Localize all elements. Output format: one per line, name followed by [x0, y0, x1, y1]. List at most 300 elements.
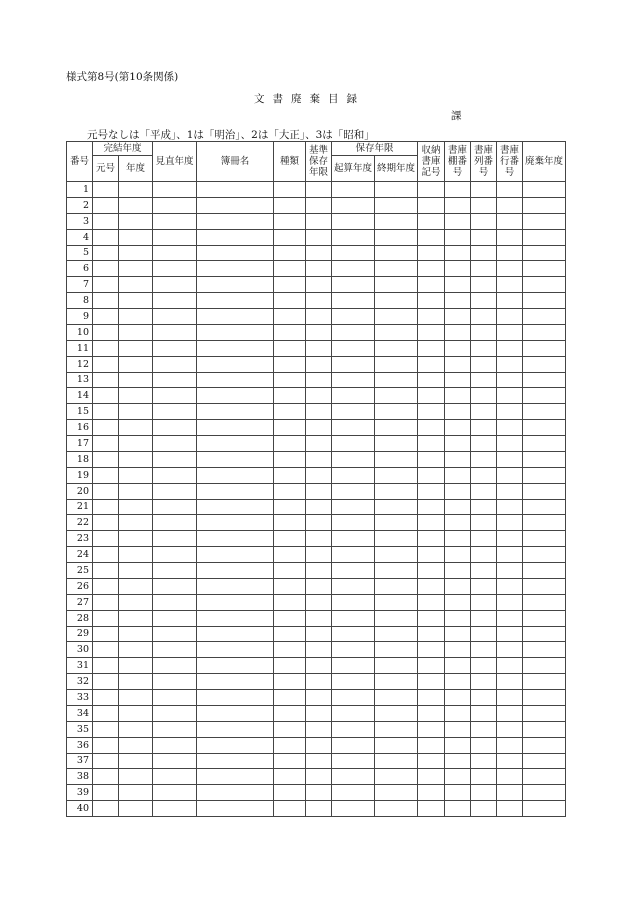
start-year-cell [332, 229, 375, 245]
start-year-cell [332, 626, 375, 642]
start-year-cell [332, 293, 375, 309]
review-year-cell [153, 420, 197, 436]
standard-retention-cell [306, 388, 332, 404]
shelf-number-cell [445, 261, 471, 277]
register-name-cell [197, 499, 274, 515]
row-number: 35 [67, 721, 93, 737]
era-cell [93, 293, 119, 309]
review-year-cell [153, 293, 197, 309]
end-year-cell [375, 388, 418, 404]
year-cell [119, 626, 153, 642]
type-cell [274, 261, 306, 277]
header-disposal-year: 廃棄年度 [523, 142, 566, 182]
start-year-cell [332, 769, 375, 785]
review-year-cell [153, 753, 197, 769]
line-number-cell [497, 531, 523, 547]
table-row [67, 769, 566, 785]
row-number-cell [471, 705, 497, 721]
shelf-number-cell [445, 404, 471, 420]
line-number-cell [497, 293, 523, 309]
start-year-cell [332, 483, 375, 499]
end-year-cell [375, 531, 418, 547]
row-number: 4 [67, 229, 93, 245]
disposal-year-cell [523, 515, 566, 531]
shelf-number-cell [445, 515, 471, 531]
era-cell [93, 261, 119, 277]
table-row [67, 531, 566, 547]
start-year-cell [332, 277, 375, 293]
end-year-cell [375, 610, 418, 626]
start-year-cell [332, 563, 375, 579]
year-cell [119, 690, 153, 706]
line-number-cell [497, 658, 523, 674]
year-cell [119, 499, 153, 515]
storage-code-cell [418, 515, 445, 531]
start-year-cell [332, 261, 375, 277]
register-name-cell [197, 356, 274, 372]
storage-code-cell [418, 769, 445, 785]
start-year-cell [332, 372, 375, 388]
start-year-cell [332, 515, 375, 531]
year-cell [119, 610, 153, 626]
register-name-cell [197, 737, 274, 753]
storage-code-cell [418, 547, 445, 563]
end-year-cell [375, 436, 418, 452]
year-cell [119, 309, 153, 325]
disposal-year-cell [523, 737, 566, 753]
start-year-cell [332, 182, 375, 198]
end-year-cell [375, 420, 418, 436]
end-year-cell [375, 594, 418, 610]
storage-code-cell [418, 182, 445, 198]
storage-code-cell [418, 309, 445, 325]
review-year-cell [153, 182, 197, 198]
table-row [67, 261, 566, 277]
table-row [67, 658, 566, 674]
storage-code-cell [418, 324, 445, 340]
register-name-cell [197, 769, 274, 785]
end-year-cell [375, 499, 418, 515]
standard-retention-cell [306, 785, 332, 801]
year-cell [119, 388, 153, 404]
review-year-cell [153, 594, 197, 610]
end-year-cell [375, 547, 418, 563]
start-year-cell [332, 674, 375, 690]
row-number-cell [471, 451, 497, 467]
standard-retention-cell [306, 309, 332, 325]
disposal-year-cell [523, 213, 566, 229]
review-year-cell [153, 642, 197, 658]
disposal-year-cell [523, 578, 566, 594]
type-cell [274, 182, 306, 198]
row-number-cell [471, 388, 497, 404]
review-year-cell [153, 801, 197, 817]
table-row [67, 420, 566, 436]
standard-retention-cell [306, 547, 332, 563]
storage-code-cell [418, 451, 445, 467]
row-number: 27 [67, 594, 93, 610]
row-number: 30 [67, 642, 93, 658]
start-year-cell [332, 705, 375, 721]
storage-code-cell [418, 674, 445, 690]
start-year-cell [332, 309, 375, 325]
storage-code-cell [418, 483, 445, 499]
line-number-cell [497, 420, 523, 436]
row-number-cell [471, 309, 497, 325]
row-number: 40 [67, 801, 93, 817]
row-number-cell [471, 594, 497, 610]
type-cell [274, 642, 306, 658]
storage-code-cell [418, 436, 445, 452]
end-year-cell [375, 721, 418, 737]
era-note: 元号なしは「平成」、1は「明治」、2は「大正」、3は「昭和」 [87, 129, 375, 141]
line-number-cell [497, 721, 523, 737]
table-row [67, 309, 566, 325]
row-number: 12 [67, 356, 93, 372]
type-cell [274, 753, 306, 769]
shelf-number-cell [445, 436, 471, 452]
review-year-cell [153, 451, 197, 467]
storage-code-cell [418, 531, 445, 547]
register-name-cell [197, 293, 274, 309]
row-number: 38 [67, 769, 93, 785]
disposal-year-cell [523, 229, 566, 245]
line-number-cell [497, 182, 523, 198]
disposal-year-cell [523, 769, 566, 785]
register-name-cell [197, 197, 274, 213]
disposal-year-cell [523, 563, 566, 579]
table-row [67, 213, 566, 229]
era-cell [93, 309, 119, 325]
storage-code-cell [418, 499, 445, 515]
storage-code-cell [418, 356, 445, 372]
standard-retention-cell [306, 372, 332, 388]
review-year-cell [153, 578, 197, 594]
header-start-year: 起算年度 [332, 156, 375, 182]
start-year-cell [332, 245, 375, 261]
standard-retention-cell [306, 642, 332, 658]
end-year-cell [375, 658, 418, 674]
standard-retention-cell [306, 769, 332, 785]
type-cell [274, 340, 306, 356]
row-number: 26 [67, 578, 93, 594]
table-row [67, 229, 566, 245]
table-row [67, 642, 566, 658]
end-year-cell [375, 197, 418, 213]
shelf-number-cell [445, 324, 471, 340]
type-cell [274, 769, 306, 785]
register-name-cell [197, 705, 274, 721]
table-row [67, 340, 566, 356]
start-year-cell [332, 785, 375, 801]
storage-code-cell [418, 690, 445, 706]
disposal-year-cell [523, 547, 566, 563]
row-number: 8 [67, 293, 93, 309]
type-cell [274, 594, 306, 610]
storage-code-cell [418, 404, 445, 420]
header-retention-period: 保存年限 [332, 142, 418, 156]
shelf-number-cell [445, 420, 471, 436]
row-number-cell [471, 785, 497, 801]
review-year-cell [153, 674, 197, 690]
row-number-cell [471, 531, 497, 547]
review-year-cell [153, 388, 197, 404]
year-cell [119, 737, 153, 753]
department-label: 課 [451, 110, 462, 122]
shelf-number-cell [445, 690, 471, 706]
table-row [67, 610, 566, 626]
row-number: 17 [67, 436, 93, 452]
year-cell [119, 753, 153, 769]
type-cell [274, 563, 306, 579]
shelf-number-cell [445, 801, 471, 817]
standard-retention-cell [306, 690, 332, 706]
row-number-cell [471, 324, 497, 340]
line-number-cell [497, 324, 523, 340]
standard-retention-cell [306, 531, 332, 547]
header-type: 種類 [274, 142, 306, 182]
row-number: 39 [67, 785, 93, 801]
shelf-number-cell [445, 483, 471, 499]
storage-code-cell [418, 388, 445, 404]
type-cell [274, 531, 306, 547]
start-year-cell [332, 642, 375, 658]
standard-retention-cell [306, 721, 332, 737]
start-year-cell [332, 737, 375, 753]
type-cell [274, 388, 306, 404]
era-cell [93, 182, 119, 198]
disposal-year-cell [523, 261, 566, 277]
register-name-cell [197, 261, 274, 277]
row-number-cell [471, 356, 497, 372]
standard-retention-cell [306, 213, 332, 229]
type-cell [274, 404, 306, 420]
row-number: 14 [67, 388, 93, 404]
review-year-cell [153, 340, 197, 356]
row-number: 31 [67, 658, 93, 674]
table-row [67, 277, 566, 293]
standard-retention-cell [306, 197, 332, 213]
era-cell [93, 372, 119, 388]
start-year-cell [332, 213, 375, 229]
standard-retention-cell [306, 451, 332, 467]
review-year-cell [153, 563, 197, 579]
header-storage-code: 収納書庫記号 [418, 142, 445, 182]
era-cell [93, 721, 119, 737]
era-cell [93, 340, 119, 356]
year-cell [119, 293, 153, 309]
register-name-cell [197, 483, 274, 499]
type-cell [274, 229, 306, 245]
line-number-cell [497, 769, 523, 785]
era-cell [93, 531, 119, 547]
start-year-cell [332, 467, 375, 483]
register-name-cell [197, 229, 274, 245]
row-number: 15 [67, 404, 93, 420]
line-number-cell [497, 261, 523, 277]
header-line-number: 書庫行番号 [497, 142, 523, 182]
row-number: 29 [67, 626, 93, 642]
era-cell [93, 197, 119, 213]
standard-retention-cell [306, 674, 332, 690]
disposal-year-cell [523, 531, 566, 547]
year-cell [119, 483, 153, 499]
era-cell [93, 705, 119, 721]
storage-code-cell [418, 658, 445, 674]
review-year-cell [153, 705, 197, 721]
storage-code-cell [418, 801, 445, 817]
line-number-cell [497, 356, 523, 372]
line-number-cell [497, 753, 523, 769]
line-number-cell [497, 801, 523, 817]
row-number-cell [471, 626, 497, 642]
review-year-cell [153, 515, 197, 531]
type-cell [274, 578, 306, 594]
era-cell [93, 499, 119, 515]
start-year-cell [332, 388, 375, 404]
end-year-cell [375, 229, 418, 245]
type-cell [274, 245, 306, 261]
era-cell [93, 547, 119, 563]
start-year-cell [332, 594, 375, 610]
year-cell [119, 451, 153, 467]
type-cell [274, 277, 306, 293]
review-year-cell [153, 229, 197, 245]
standard-retention-cell [306, 324, 332, 340]
table-row [67, 674, 566, 690]
register-name-cell [197, 753, 274, 769]
row-number-cell [471, 674, 497, 690]
storage-code-cell [418, 610, 445, 626]
header-end-year: 終期年度 [375, 156, 418, 182]
end-year-cell [375, 737, 418, 753]
storage-code-cell [418, 737, 445, 753]
review-year-cell [153, 547, 197, 563]
end-year-cell [375, 785, 418, 801]
start-year-cell [332, 721, 375, 737]
review-year-cell [153, 197, 197, 213]
register-name-cell [197, 642, 274, 658]
register-name-cell [197, 182, 274, 198]
storage-code-cell [418, 642, 445, 658]
line-number-cell [497, 309, 523, 325]
storage-code-cell [418, 420, 445, 436]
end-year-cell [375, 769, 418, 785]
standard-retention-cell [306, 182, 332, 198]
storage-code-cell [418, 753, 445, 769]
line-number-cell [497, 674, 523, 690]
register-name-cell [197, 721, 274, 737]
row-number: 7 [67, 277, 93, 293]
year-cell [119, 578, 153, 594]
year-cell [119, 674, 153, 690]
row-number-cell [471, 515, 497, 531]
end-year-cell [375, 801, 418, 817]
standard-retention-cell [306, 737, 332, 753]
table-row [67, 483, 566, 499]
review-year-cell [153, 769, 197, 785]
header-shelf-number: 書庫棚番号 [445, 142, 471, 182]
line-number-cell [497, 690, 523, 706]
start-year-cell [332, 753, 375, 769]
table-row [67, 578, 566, 594]
type-cell [274, 451, 306, 467]
end-year-cell [375, 182, 418, 198]
register-name-cell [197, 420, 274, 436]
standard-retention-cell [306, 467, 332, 483]
review-year-cell [153, 483, 197, 499]
storage-code-cell [418, 277, 445, 293]
era-cell [93, 420, 119, 436]
review-year-cell [153, 531, 197, 547]
start-year-cell [332, 324, 375, 340]
era-cell [93, 324, 119, 340]
type-cell [274, 372, 306, 388]
header-year: 年度 [119, 156, 153, 182]
shelf-number-cell [445, 467, 471, 483]
disposal-year-cell [523, 674, 566, 690]
end-year-cell [375, 372, 418, 388]
review-year-cell [153, 245, 197, 261]
line-number-cell [497, 213, 523, 229]
row-number-cell [471, 293, 497, 309]
table-row [67, 499, 566, 515]
row-number-cell [471, 229, 497, 245]
era-cell [93, 515, 119, 531]
line-number-cell [497, 547, 523, 563]
end-year-cell [375, 642, 418, 658]
register-name-cell [197, 785, 274, 801]
row-number: 18 [67, 451, 93, 467]
year-cell [119, 229, 153, 245]
disposal-year-cell [523, 451, 566, 467]
standard-retention-cell [306, 293, 332, 309]
disposal-year-cell [523, 436, 566, 452]
storage-code-cell [418, 467, 445, 483]
row-number-cell [471, 245, 497, 261]
start-year-cell [332, 690, 375, 706]
year-cell [119, 420, 153, 436]
shelf-number-cell [445, 531, 471, 547]
type-cell [274, 801, 306, 817]
review-year-cell [153, 690, 197, 706]
register-name-cell [197, 467, 274, 483]
era-cell [93, 769, 119, 785]
end-year-cell [375, 404, 418, 420]
register-name-cell [197, 547, 274, 563]
register-name-cell [197, 245, 274, 261]
year-cell [119, 531, 153, 547]
standard-retention-cell [306, 356, 332, 372]
line-number-cell [497, 785, 523, 801]
row-number-cell [471, 340, 497, 356]
year-cell [119, 769, 153, 785]
type-cell [274, 705, 306, 721]
register-name-cell [197, 531, 274, 547]
row-number-cell [471, 801, 497, 817]
end-year-cell [375, 690, 418, 706]
end-year-cell [375, 356, 418, 372]
row-number-cell [471, 182, 497, 198]
register-name-cell [197, 658, 274, 674]
review-year-cell [153, 261, 197, 277]
storage-code-cell [418, 261, 445, 277]
storage-code-cell [418, 229, 445, 245]
table-row [67, 547, 566, 563]
standard-retention-cell [306, 436, 332, 452]
line-number-cell [497, 626, 523, 642]
start-year-cell [332, 547, 375, 563]
